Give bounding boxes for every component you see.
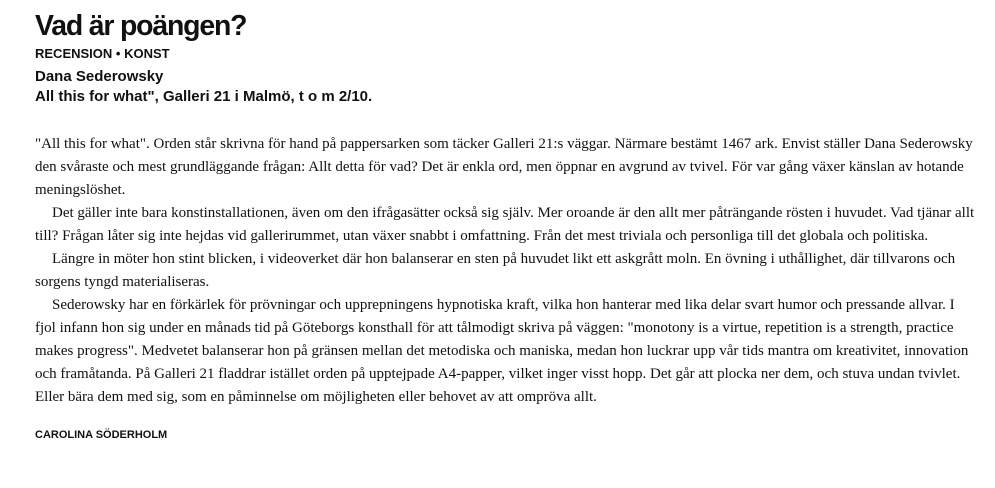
article-paragraph: Sederowsky har en förkärlek för prövningar och upprepningens hypnotiska kraft, vilka hon hanterar med lika delar svart humor och pressande allvar. I fjol infann hon sig under en månads tid på Göteborgs konsthall för att tålmodigt skriva på väggen: "monotony is a virtue, repetition is a strength, practice makes progress". Medvetet balanserar hon på gränsen mellan det metodiska och maniska, medan hon luckrar upp vår tids mantra om kreativitet, innovation och framåtanda. På Galleri 21 fladdrar istället orden på upptejpade A4-papper, vilket inger visst hopp. Det går att plocka ner dem, och stuva undan tvivlet. Eller bära dem med sig, som en påminnelse om möjligheten eller behovet av att ompröva allt. bbox=[35, 297, 969, 405]
artist-name: Dana Sederowsky bbox=[35, 68, 164, 85]
exhibition-info: All this for what", Galleri 21 i Malmö, t o m 2/10. bbox=[35, 88, 373, 105]
article-body bbox=[35, 133, 975, 409]
article-headline: Vad är poängen? bbox=[35, 10, 247, 42]
article-paragraph: "All this for what". Orden står skrivna för hand på pappersarken som täcker Galleri 21:s väggar. Närmare bestämt 1467 ark. Envist ställer Dana Sederowsky den svåraste och mest grundläggande frågan: Allt detta för vad? Det är enkla ord, men öppnar en avgrund av tvivel. För var gång växer känslan av hotande meningslöshet. bbox=[35, 136, 973, 198]
article-paragraph: Det gäller inte bara konstinstallationen, även om den ifrågasätter också sig själv. Mer oroande är den allt mer påträngande rösten i huvudet. Vad tjänar allt till? Frågan låter sig inte hejdas vid gallerirummet, utan växer snabbt i omfattning. Från det mest triviala och personliga till det globala och politiska. bbox=[35, 205, 975, 244]
article-byline: CAROLINA SÖDERHOLM bbox=[35, 429, 168, 441]
article-category: RECENSION • KONST bbox=[35, 46, 170, 61]
article-paragraph: Längre in möter hon stint blicken, i videoverket där hon balanserar en sten på huvudet likt ett askgrått moln. En övning i uthållighet, där tillvarons och sorgens tyngd materialiseras. bbox=[35, 251, 956, 290]
